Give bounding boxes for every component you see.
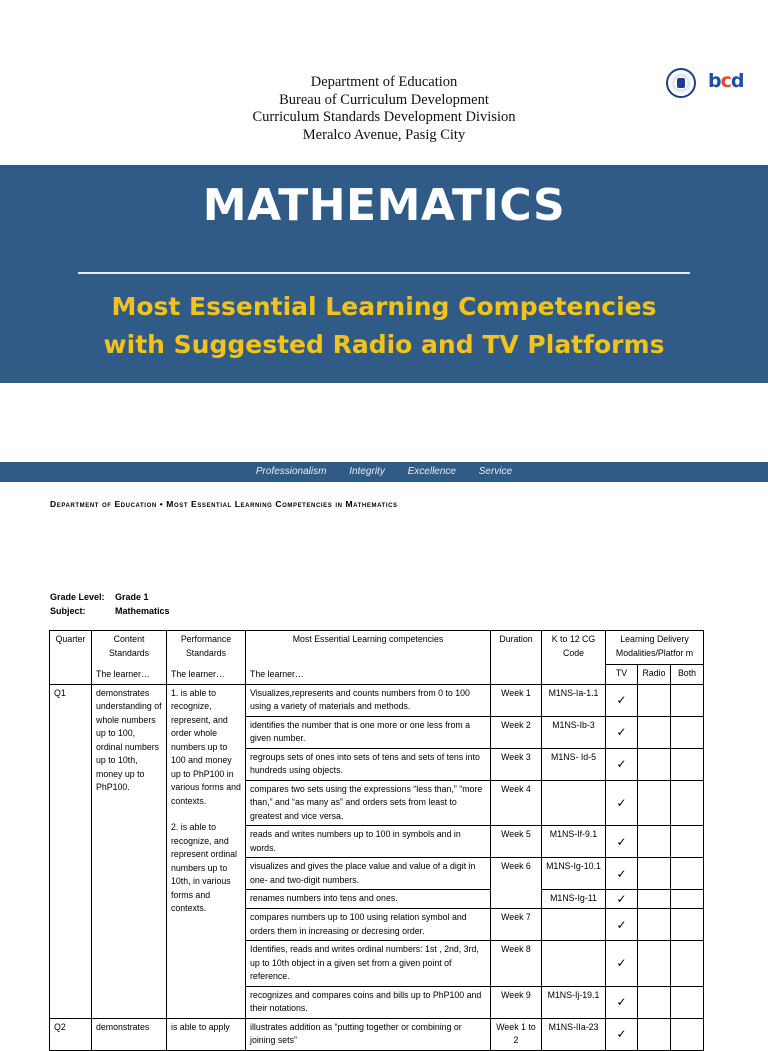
- duration-cell: Week 6: [491, 858, 542, 909]
- duration-cell: Week 7: [491, 909, 542, 941]
- header-quarter: Quarter: [50, 631, 92, 685]
- melc-cell: visualizes and gives the place value and value of a digit in one- and two-digit numbers.: [246, 858, 491, 890]
- table-header-row: [50, 631, 704, 665]
- header-line-1: Department of Education: [310, 74, 458, 90]
- melc-cell: compares two sets using the expressions “less than,” “more than,” and “as many as” and orders sets from least to greatest and vice versa.: [246, 780, 491, 826]
- melc-cell: identifies the number that is one more or one less from a given number.: [246, 716, 491, 748]
- duration-cell: Week 5: [491, 826, 542, 858]
- banner-subtitle: Most Essential Learning Competencies with Suggested Radio and TV Platforms: [103, 292, 665, 359]
- header-tv: TV: [606, 664, 638, 684]
- header-duration: Duration: [491, 631, 542, 685]
- code-cell: [542, 909, 606, 941]
- header-line-2: Bureau of Curriculum Development: [279, 91, 489, 108]
- document-running-header: Department of Education • Most Essential Learning Competencies in Mathematics: [50, 499, 398, 509]
- banner-title: MATHEMATICS: [202, 180, 566, 231]
- core-values-strip: [0, 462, 768, 482]
- melc-cell: compares numbers up to 100 using relation symbol and orders them in increasing or decresing order.: [246, 909, 491, 941]
- melc-cell: Visualizes,represents and counts numbers from 0 to 100 using a variety of materials and methods.: [246, 684, 491, 716]
- header-line-4: Meralco Avenue, Pasig City: [302, 126, 466, 143]
- bcd-logo: bcd: [708, 70, 744, 92]
- melc-cell: illustrates addition as “putting together or combining or joining sets”: [246, 1018, 491, 1050]
- office-header: [0, 74, 768, 144]
- code-cell: M1NS-Ig-10.1: [542, 858, 606, 890]
- core-value: Integrity: [349, 466, 385, 477]
- code-cell: M1NS-Ig-11: [542, 890, 606, 909]
- check-icon: ✓: [606, 716, 638, 748]
- content-standard-cell: demonstrates: [92, 1018, 167, 1050]
- melc-cell: recognizes and compares coins and bills up to PhP100 and their notations.: [246, 986, 491, 1018]
- melc-table: [49, 630, 704, 1051]
- header-radio: Radio: [638, 664, 671, 684]
- code-cell: M1NS-If-9.1: [542, 826, 606, 858]
- quarter-cell: Q1: [50, 684, 92, 1018]
- performance-standard-cell: 1. is able to recognize, represent, and order whole numbers up to 100 and money up to PhP100 in various forms and contexts. 2. is able to recognize, and represent ordinal numbers up to 10th, in various forms and contexts.: [167, 684, 246, 1018]
- header-melc: Most Essential Learning competencies The learner…: [246, 631, 491, 685]
- header-both: Both: [671, 664, 704, 684]
- header-cg-code: K to 12 CG Code: [542, 631, 606, 685]
- melc-cell: regroups sets of ones into sets of tens and sets of tens into hundreds using objects.: [246, 748, 491, 780]
- melc-cell: reads and writes numbers up to 100 in symbols and in words.: [246, 826, 491, 858]
- table-row: [50, 684, 704, 716]
- header-content-standards: Content Standards The learner…: [92, 631, 167, 685]
- check-icon: ✓: [606, 909, 638, 941]
- code-cell: M1NS-Ij-19.1: [542, 986, 606, 1018]
- check-icon: ✓: [606, 748, 638, 780]
- duration-cell: Week 1 to 2: [491, 1018, 542, 1050]
- duration-cell: Week 2: [491, 716, 542, 748]
- code-cell: M1NS-IIa-23: [542, 1018, 606, 1050]
- check-icon: ✓: [606, 684, 638, 716]
- header-performance-standards: Performance Standards The learner…: [167, 631, 246, 685]
- check-icon: ✓: [606, 941, 638, 987]
- core-value: Excellence: [407, 466, 456, 477]
- content-standard-cell: demonstrates understanding of whole numbers up to 100, ordinal numbers up to 10th, money up to PhP100.: [92, 684, 167, 1018]
- duration-cell: Week 1: [491, 684, 542, 716]
- code-cell: M1NS-Ib-3: [542, 716, 606, 748]
- check-icon: ✓: [606, 986, 638, 1018]
- duration-cell: Week 8: [491, 941, 542, 987]
- code-cell: [542, 780, 606, 826]
- performance-standard-cell: is able to apply: [167, 1018, 246, 1050]
- header-line-3: Curriculum Standards Development Division: [252, 109, 516, 125]
- melc-cell: Identifies, reads and writes ordinal numbers: 1st , 2nd, 3rd, up to 10th object in a given set from a given point of reference.: [246, 941, 491, 987]
- check-icon: ✓: [606, 1018, 638, 1050]
- check-icon: ✓: [606, 890, 638, 909]
- subject-row: Subject: Mathematics: [50, 606, 170, 616]
- duration-cell: Week 4: [491, 780, 542, 826]
- duration-cell: Week 9: [491, 986, 542, 1018]
- duration-cell: Week 3: [491, 748, 542, 780]
- banner-divider: [78, 272, 690, 274]
- header-modalities: Learning Delivery Modalities/Platfor m: [606, 631, 704, 665]
- code-cell: M1NS- Id-5: [542, 748, 606, 780]
- deped-seal-icon: [666, 68, 696, 98]
- check-icon: ✓: [606, 780, 638, 826]
- code-cell: M1NS-Ia-1.1: [542, 684, 606, 716]
- code-cell: [542, 941, 606, 987]
- grade-level-row: Grade Level: Grade 1: [50, 592, 149, 602]
- quarter-cell: Q2: [50, 1018, 92, 1050]
- table-row: [50, 1018, 704, 1050]
- core-value: Service: [478, 466, 513, 477]
- melc-cell: renames numbers into tens and ones.: [246, 890, 491, 909]
- check-icon: ✓: [606, 826, 638, 858]
- check-icon: ✓: [606, 858, 638, 890]
- core-value: Professionalism: [255, 466, 327, 477]
